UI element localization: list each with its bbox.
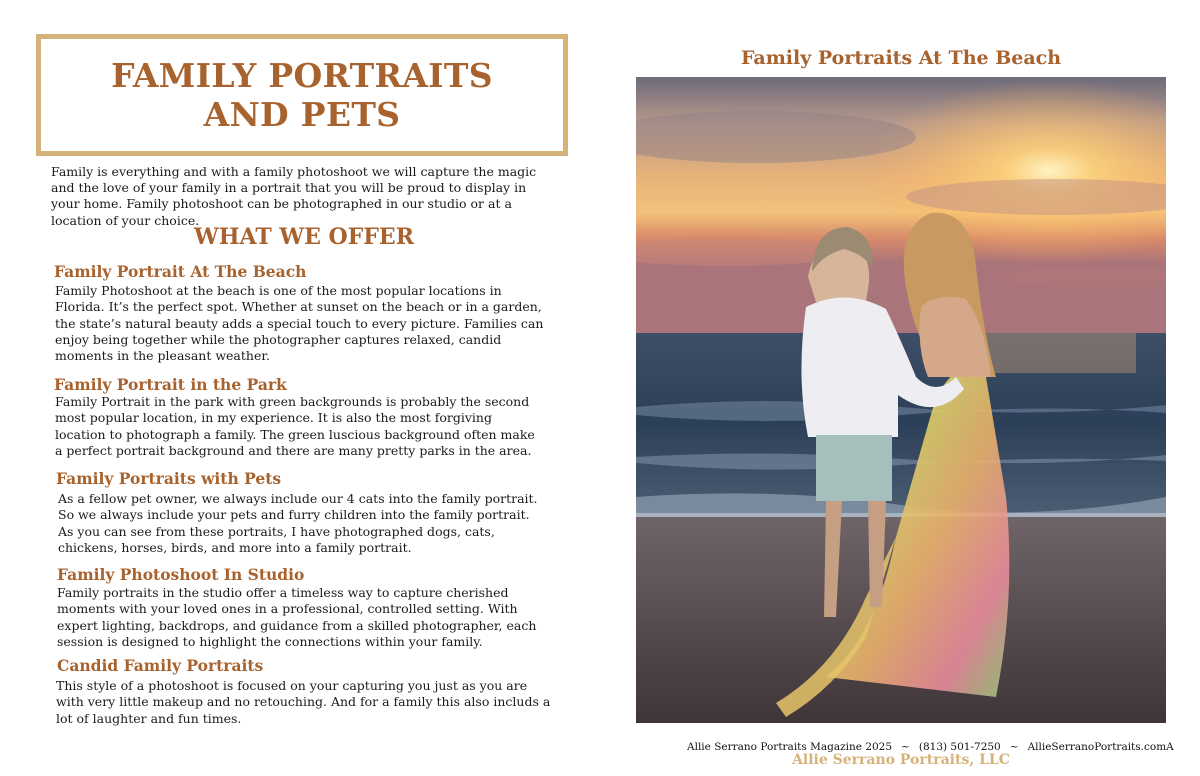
section-heading-candid: Candid Family Portraits bbox=[57, 656, 264, 675]
page-title bbox=[111, 56, 493, 134]
footer-brand: Allie Serrano Portraits, LLC bbox=[792, 752, 1010, 768]
beach-couple-illustration bbox=[636, 77, 1166, 723]
offer-heading: WHAT WE OFFER bbox=[194, 224, 414, 250]
section-heading-studio: Family Photoshoot In Studio bbox=[57, 565, 305, 584]
intro-paragraph: Family is everything and with a family photoshoot we will capture the magic and the love of your family in a portrait that you will be proud to display in your home. Family photoshoot can be photographed in our studio or at a location of your choice. bbox=[51, 164, 537, 228]
footer-separator-2: ~ bbox=[1009, 741, 1019, 753]
section-body-candid: This style of a photoshoot is focused on your capturing you just as you are with very little makeup and no retouching. And for a family this also includs a lot of laughter and fun times. bbox=[56, 678, 551, 726]
page-title-line1: FAMILY PORTRAITS bbox=[111, 56, 493, 95]
footer-separator-1: ~ bbox=[901, 741, 910, 753]
title-box bbox=[36, 34, 568, 156]
section-body-park: Family Portrait in the park with green backgrounds is probably the second most popular location, in my experience. It is also the most forgiving location to photograph a family. The green luscious background often make a perfect portrait background and there are many pretty parks in the area. bbox=[55, 394, 535, 458]
section-heading-park: Family Portrait in the Park bbox=[54, 375, 287, 394]
footer-phone: (813) 501-7250 bbox=[918, 741, 1001, 753]
footer-magazine: Allie Serrano Portraits Magazine 2025 bbox=[687, 741, 893, 753]
page-title-line2: AND PETS bbox=[203, 95, 401, 134]
section-heading-beach: Family Portrait At The Beach bbox=[54, 262, 307, 281]
section-body-pets: As a fellow pet owner, we always include our 4 cats into the family portrait. So we always include your pets and furry children into the family portrait. As you can see from these portraits, I have photographed dogs, cats, chickens, horses, birds, and more into a family portrait. bbox=[58, 491, 538, 555]
footer-page-number: A bbox=[1166, 741, 1174, 753]
footer-website-link[interactable]: AllieSerranoPortraits.com bbox=[1027, 741, 1167, 753]
beach-couple-photo bbox=[636, 77, 1166, 723]
section-body-beach: Family Photoshoot at the beach is one of the most popular locations in Florida. It’s the perfect spot. Whether at sunset on the beach or in a garden, the state’s natural beauty adds a special touch to every picture. Families can enjoy being together while the photographer captures relaxed, candid moments in the pleasant weather. bbox=[55, 283, 544, 364]
section-body-studio: Family portraits in the studio offer a timeless way to capture cherished moments with your loved ones in a professional, controlled setting. With expert lighting, backdrops, and guidance from a skilled photographer, each session is designed to highlight the connections within your family. bbox=[57, 585, 537, 649]
section-heading-pets: Family Portraits with Pets bbox=[56, 469, 282, 488]
photo-title: Family Portraits At The Beach bbox=[740, 47, 1062, 69]
